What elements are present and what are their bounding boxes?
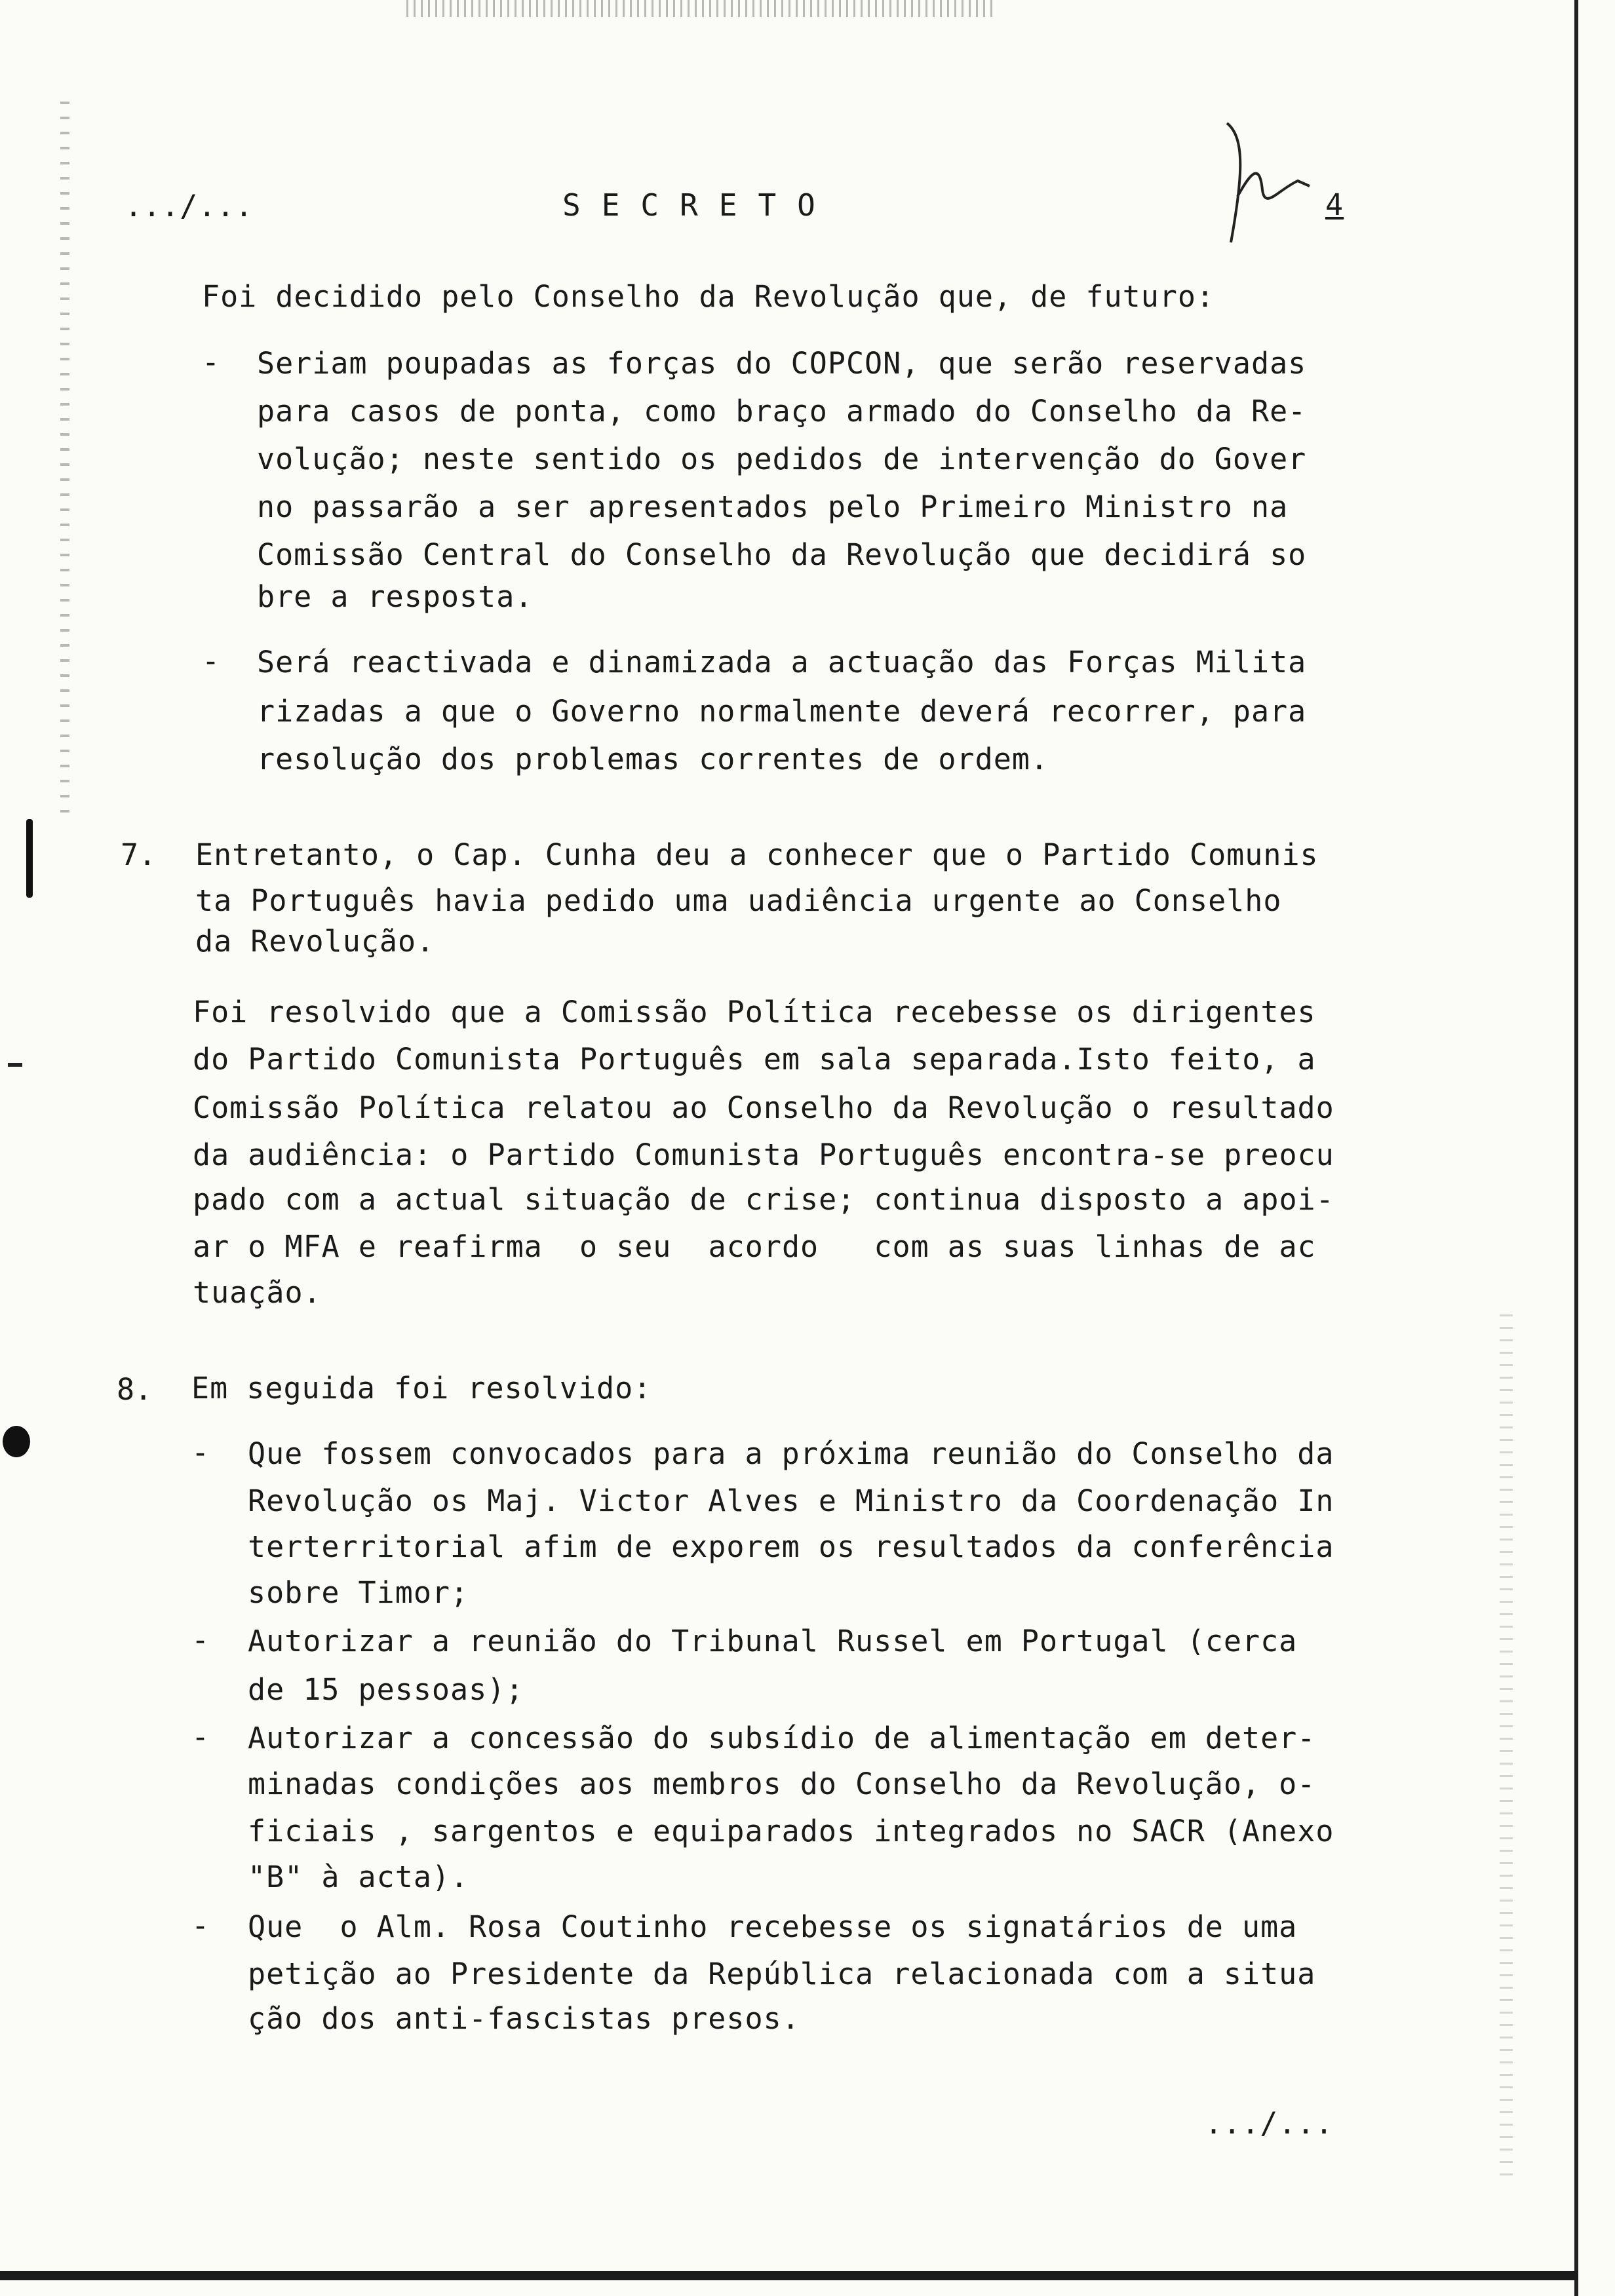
list-item-line: de 15 pessoas); bbox=[248, 1672, 524, 1707]
list-item-line: Revolução os Maj. Victor Alves e Ministro da Coordenação In bbox=[248, 1483, 1334, 1518]
scan-noise-right bbox=[1500, 1311, 1513, 2175]
intro-paragraph: Foi decidido pelo Conselho da Revolução que, de futuro: bbox=[202, 279, 1215, 314]
section-number: 8. bbox=[117, 1372, 153, 1407]
continuation-marker-bottom: .../... bbox=[1205, 2106, 1334, 2141]
list-bullet: - bbox=[191, 1435, 210, 1470]
list-item-line: Será reactivada e dinamizada a actuação das Forças Milita bbox=[257, 645, 1307, 679]
list-item-line: no passarão a ser apresentados pelo Primeiro Ministro na bbox=[257, 489, 1289, 524]
classification-heading: SECRETO bbox=[562, 187, 836, 223]
list-bullet: - bbox=[191, 1719, 210, 1754]
section-7-para2-line: pado com a actual situação de crise; continua disposto a apoi- bbox=[193, 1182, 1334, 1217]
page-border-right bbox=[1574, 0, 1578, 2296]
list-item-line: petição ao Presidente da República relacionada com a situa bbox=[248, 1957, 1316, 1991]
list-item-line: ficiais , sargentos e equiparados integrados no SACR (Anexo bbox=[248, 1814, 1334, 1848]
section-number: 7. bbox=[121, 837, 157, 872]
handwritten-signature bbox=[1199, 118, 1317, 249]
scan-edge-mark bbox=[26, 819, 33, 898]
section-7-line: ta Português havia pedido uma uadiência urgente ao Conselho bbox=[195, 883, 1282, 918]
section-7-para2-line: da audiência: o Partido Comunista Português encontra-se preocu bbox=[193, 1138, 1334, 1172]
list-item-line: Que o Alm. Rosa Coutinho recebesse os signatários de uma bbox=[248, 1909, 1298, 1944]
list-item-line: terterritorial afim de exporem os resultados da conferência bbox=[248, 1529, 1334, 1564]
punch-hole bbox=[3, 1426, 30, 1457]
section-7-line: da Revolução. bbox=[195, 924, 435, 959]
section-7-para2-line: Comissão Política relatou ao Conselho da Revolução o resultado bbox=[193, 1090, 1334, 1125]
section-7-para2-line: Foi resolvido que a Comissão Política recebesse os dirigentes bbox=[193, 995, 1316, 1029]
list-item-line: minadas condições aos membros do Conselho da Revolução, o- bbox=[248, 1767, 1316, 1801]
page-number: 4 bbox=[1325, 187, 1344, 222]
list-item-line: volução; neste sentido os pedidos de intervenção do Gover bbox=[257, 442, 1307, 476]
scan-noise-left bbox=[60, 92, 69, 813]
list-bullet: - bbox=[202, 643, 220, 678]
list-item-line: bre a resposta. bbox=[257, 579, 534, 614]
list-item-line: Seriam poupadas as forças do COPCON, que serão reservadas bbox=[257, 346, 1307, 381]
section-7-para2-line: do Partido Comunista Português em sala separada.Isto feito, a bbox=[193, 1042, 1316, 1077]
scan-edge-tick bbox=[8, 1063, 22, 1067]
continuation-marker-top: .../... bbox=[125, 189, 254, 223]
section-7-para2-line: ar o MFA e reafirma o seu acordo com as suas linhas de ac bbox=[193, 1229, 1316, 1264]
list-item-line: sobre Timor; bbox=[248, 1575, 469, 1610]
list-item-line: para casos de ponta, como braço armado do Conselho da Re- bbox=[257, 394, 1307, 429]
scan-noise-top bbox=[406, 0, 996, 17]
section-7-line: Entretanto, o Cap. Cunha deu a conhecer que o Partido Comunis bbox=[195, 837, 1319, 872]
list-item-line: rizadas a que o Governo normalmente deverá recorrer, para bbox=[257, 694, 1307, 729]
list-bullet: - bbox=[202, 345, 220, 379]
list-item-line: Que fossem convocados para a próxima reunião do Conselho da bbox=[248, 1436, 1334, 1471]
list-bullet: - bbox=[191, 1908, 210, 1943]
list-item-line: ção dos anti-fascistas presos. bbox=[248, 2001, 800, 2036]
list-item-line: Autorizar a concessão do subsídio de alimentação em deter- bbox=[248, 1721, 1316, 1755]
list-bullet: - bbox=[191, 1622, 210, 1657]
list-item-line: "B" à acta). bbox=[248, 1860, 469, 1894]
section-7-para2-line: tuação. bbox=[193, 1275, 322, 1310]
list-item-line: Comissão Central do Conselho da Revolução que decidirá so bbox=[257, 537, 1307, 572]
list-item-line: Autorizar a reunião do Tribunal Russel em Portugal (cerca bbox=[248, 1624, 1298, 1658]
section-8-intro: Em seguida foi resolvido: bbox=[191, 1371, 652, 1406]
page-border-bottom bbox=[0, 2271, 1578, 2280]
list-item-line: resolução dos problemas correntes de ordem. bbox=[257, 742, 1049, 776]
